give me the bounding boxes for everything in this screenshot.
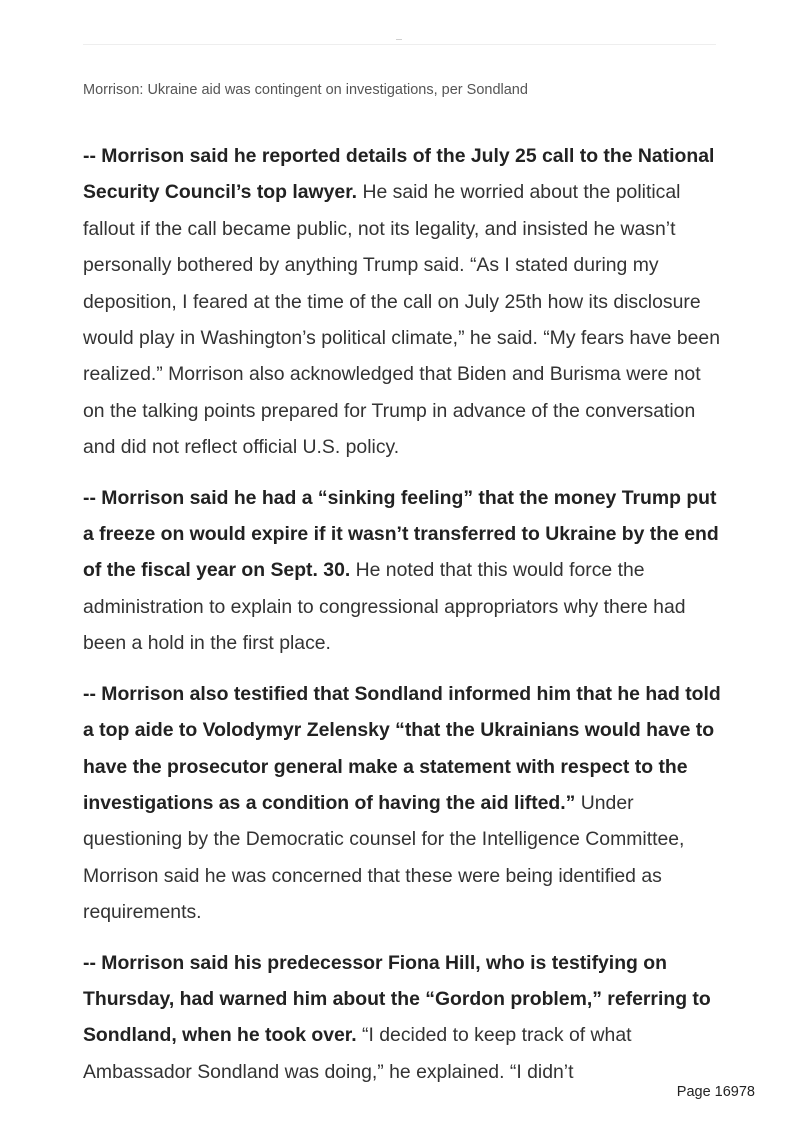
paragraph-2: [83, 480, 723, 662]
paragraph-3-lead: -- Morrison also testified that Sondland informed him that he had told a top aide to Volodymyr Zelensky “that the Ukrainians would have to have the prosecutor general make a statement with respect to the investigations as a condition of having the aid lifted.”: [83, 682, 721, 814]
paragraph-3: [83, 676, 723, 931]
paragraph-3-body: Under questioning by the Democratic counsel for the Intelligence Committee, Morrison said he was concerned that these were being identified as requirements.: [83, 791, 685, 924]
paragraph-4-lead: -- Morrison said his predecessor Fiona Hill, who is testifying on Thursday, had warned him about the “Gordon problem,” referring to Sondland, when he took over.: [83, 951, 711, 1047]
article-body: [83, 138, 723, 1104]
paragraph-2-body: He noted that this would force the administration to explain to congressional appropriators why there had been a hold in the first place.: [83, 559, 686, 655]
paragraph-1-body: He said he worried about the political fallout if the call became public, not its legality, and insisted he wasn’t personally bothered by anything Trump said. “As I stated during my deposition, I feared at the time of the call on July 25th how its disclosure would play in Washington’s political climate,” he said. “My fears have been realized.” Morrison also acknowledged that Biden and Burisma were not on the talking points prepared for Trump in advance of the conversation and did not reflect official U.S. policy.: [83, 181, 720, 459]
top-divider: [83, 44, 716, 45]
paragraph-1-lead: -- Morrison said he reported details of the July 25 call to the National Security Council’s top lawyer.: [83, 145, 715, 204]
top-divider-mark: [396, 39, 402, 40]
paragraph-4: [83, 945, 723, 1091]
paragraph-4-body: “I decided to keep track of what Ambassador Sondland was doing,” he explained. “I didn’t: [83, 1024, 632, 1083]
page-number: Page 16978: [676, 1084, 755, 1100]
paragraph-2-lead: -- Morrison said he had a “sinking feeling” that the money Trump put a freeze on would expire if it wasn’t transferred to Ukraine by the end of the fiscal year on Sept. 30.: [83, 486, 719, 582]
article-headline: Morrison: Ukraine aid was contingent on investigations, per Sondland: [83, 82, 528, 98]
paragraph-1: [83, 138, 723, 466]
